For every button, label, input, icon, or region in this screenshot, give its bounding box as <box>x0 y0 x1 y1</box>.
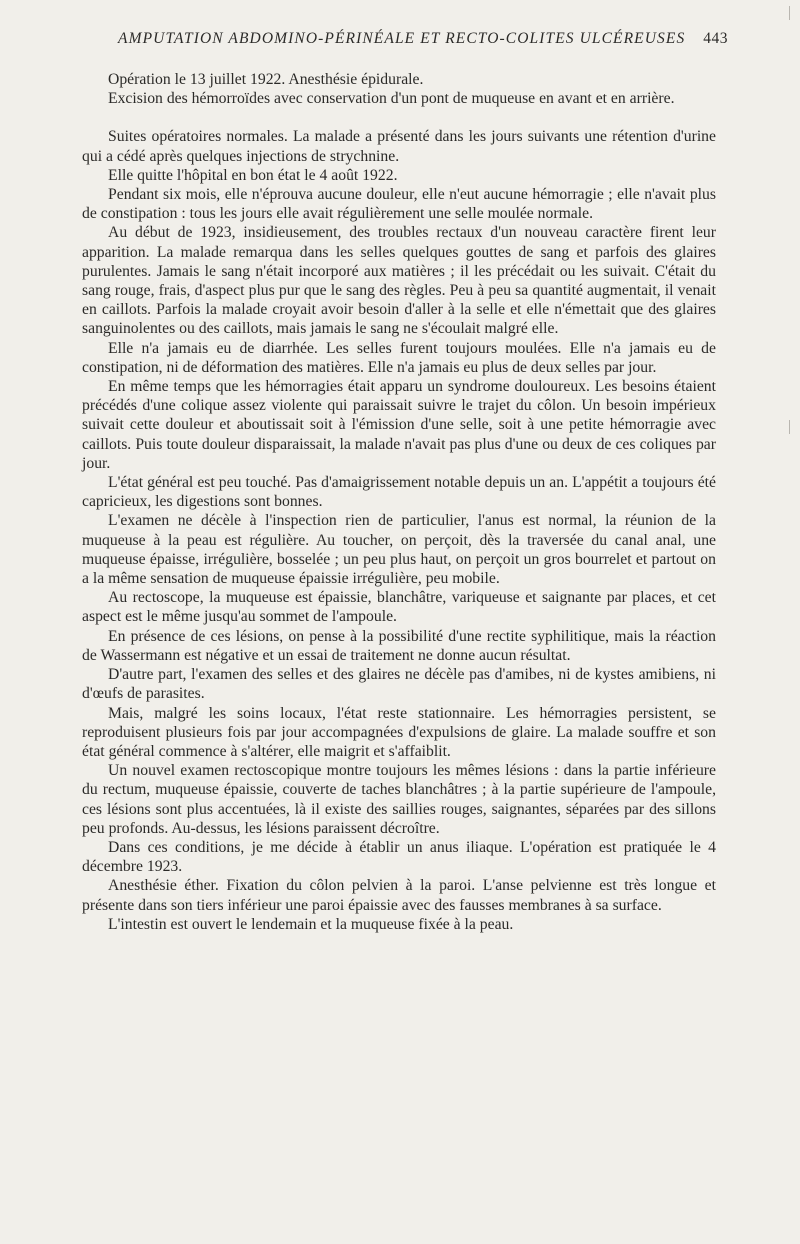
paragraph-16: Dans ces conditions, je me décide à établir un anus iliaque. L'opération est pratiquée le 4 décembre 1923. <box>82 838 716 876</box>
paragraph-10: L'examen ne décèle à l'inspection rien de particulier, l'anus est normal, la réunion de la muqueuse à la peau est régulière. Au toucher, on perçoit, dès la traversée du canal anal, une muqueuse épaisse, irrégulière, bosselée ; un peu plus haut, on perçoit un gros bourrelet et partout on a la même sensation de muqueuse épaissie irrégulière, peu mobile. <box>82 512 716 588</box>
paragraph-3: Suites opératoires normales. La malade a présenté dans les jours suivants une rétention d'urine qui a cédé après quelques injections de strychnine. <box>82 128 716 165</box>
paragraph-2: Excision des hémorroïdes avec conservation d'un pont de muqueuse en avant et en arrière. <box>108 90 675 108</box>
paragraph-17: Anesthésie éther. Fixation du côlon pelvien à la paroi. L'anse pelvienne est très longue et présente dans son tiers inférieur une paroi épaissie avec des fausses membranes à sa surface. <box>82 877 716 914</box>
page-number: 443 <box>703 30 728 47</box>
paragraph-14: Mais, malgré les soins locaux, l'état reste stationnaire. Les hémorragies persistent, se reproduisent plusieurs fois par jour accompagnées d'expulsions de glaire. La malade souffre et son état général commence à s'altérer, elle maigrit et s'affaiblit. <box>82 704 716 760</box>
paragraph-7: Elle n'a jamais eu de diarrhée. Les selles furent toujours moulées. Elle n'a jamais eu de constipation, ni de déformation des matières. Elle n'a jamais eu plus de deux selles par jour. <box>82 339 716 376</box>
paragraph-12: En présence de ces lésions, on pense à la possibilité d'une rectite syphilitique, mais la réaction de Wassermann est négative et un essai de traitement ne donne aucun résultat. <box>82 627 716 664</box>
paragraph-5: Pendant six mois, elle n'éprouva aucune douleur, elle n'eut aucune hémorragie ; elle n'avait plus de constipation : tous les jours elle avait régulièrement une selle moulée normale. <box>82 186 716 223</box>
paragraph-6: Au début de 1923, insidieusement, des troubles rectaux d'un nouveau caractère firent leur apparition. La malade remarqua dans les selles quelques gouttes de sang et parfois des glaires purulentes. Jamais le sang n'était incorporé aux matières ; il les précédait ou les suivait. C'était du sang rouge, frais, d'aspect plus pur que le sang des règles. Peu à peu sa quantité augmentait, il venait en caillots. Parfois la malade croyait avoir besoin d'aller à la selle et elle n'émettait que des glaires sanguinolentes ou des caillots, mais jamais le sang ne s'écoulait malgré elle. <box>82 224 716 338</box>
paragraph-11: Au rectoscope, la muqueuse est épaissie, blanchâtre, variqueuse et saignante par places, et cet aspect est le même jusqu'au sommet de l'ampoule. <box>82 589 716 626</box>
paragraph-4: Elle quitte l'hôpital en bon état le 4 août 1922. <box>108 166 398 184</box>
page-edge-mark-middle <box>789 420 790 434</box>
paragraph-8: En même temps que les hémorragies était apparu un syndrome douloureux. Les besoins étaient précédés d'une colique assez violente qui paraissait suivre le trajet du côlon. Un besoin impérieux suivait cette douleur et aboutissait soit à l'émission d'une selle, soit à une petite hémorragie avec caillots. Puis toute douleur disparaissait, la malade n'avait pas plus d'une ou deux de ces coliques par jour. <box>82 378 716 472</box>
paragraph-spacer <box>82 108 716 127</box>
page-edge-mark-top <box>789 6 790 20</box>
paragraph-9: L'état général est peu touché. Pas d'amaigrissement notable depuis un an. L'appétit a toujours été capricieux, les digestions sont bonnes. <box>82 474 716 511</box>
running-head <box>118 30 728 52</box>
paragraph-13: D'autre part, l'examen des selles et des glaires ne décèle pas d'amibes, ni de kystes amibiens, ni d'œufs de parasites. <box>82 666 716 703</box>
paragraph-1: Opération le 13 juillet 1922. Anesthésie épidurale. <box>108 71 424 88</box>
running-head-title: AMPUTATION ABDOMINO-PÉRINÉALE ET RECTO-COLITES ULCÉREUSES <box>118 30 686 47</box>
paragraph-15: Un nouvel examen rectoscopique montre toujours les mêmes lésions : dans la partie inférieure du rectum, muqueuse épaissie, couverte de taches blanchâtres ; à la partie supérieure de l'ampoule, ces lésions sont plus accentuées, là il existe des saillies rouges, saignantes, séparées par des sillons peu profonds. Au-dessus, les lésions paraissent décroître. <box>82 762 716 837</box>
paragraph-18: L'intestin est ouvert le lendemain et la muqueuse fixée à la peau. <box>108 915 514 933</box>
body-text <box>82 70 716 934</box>
